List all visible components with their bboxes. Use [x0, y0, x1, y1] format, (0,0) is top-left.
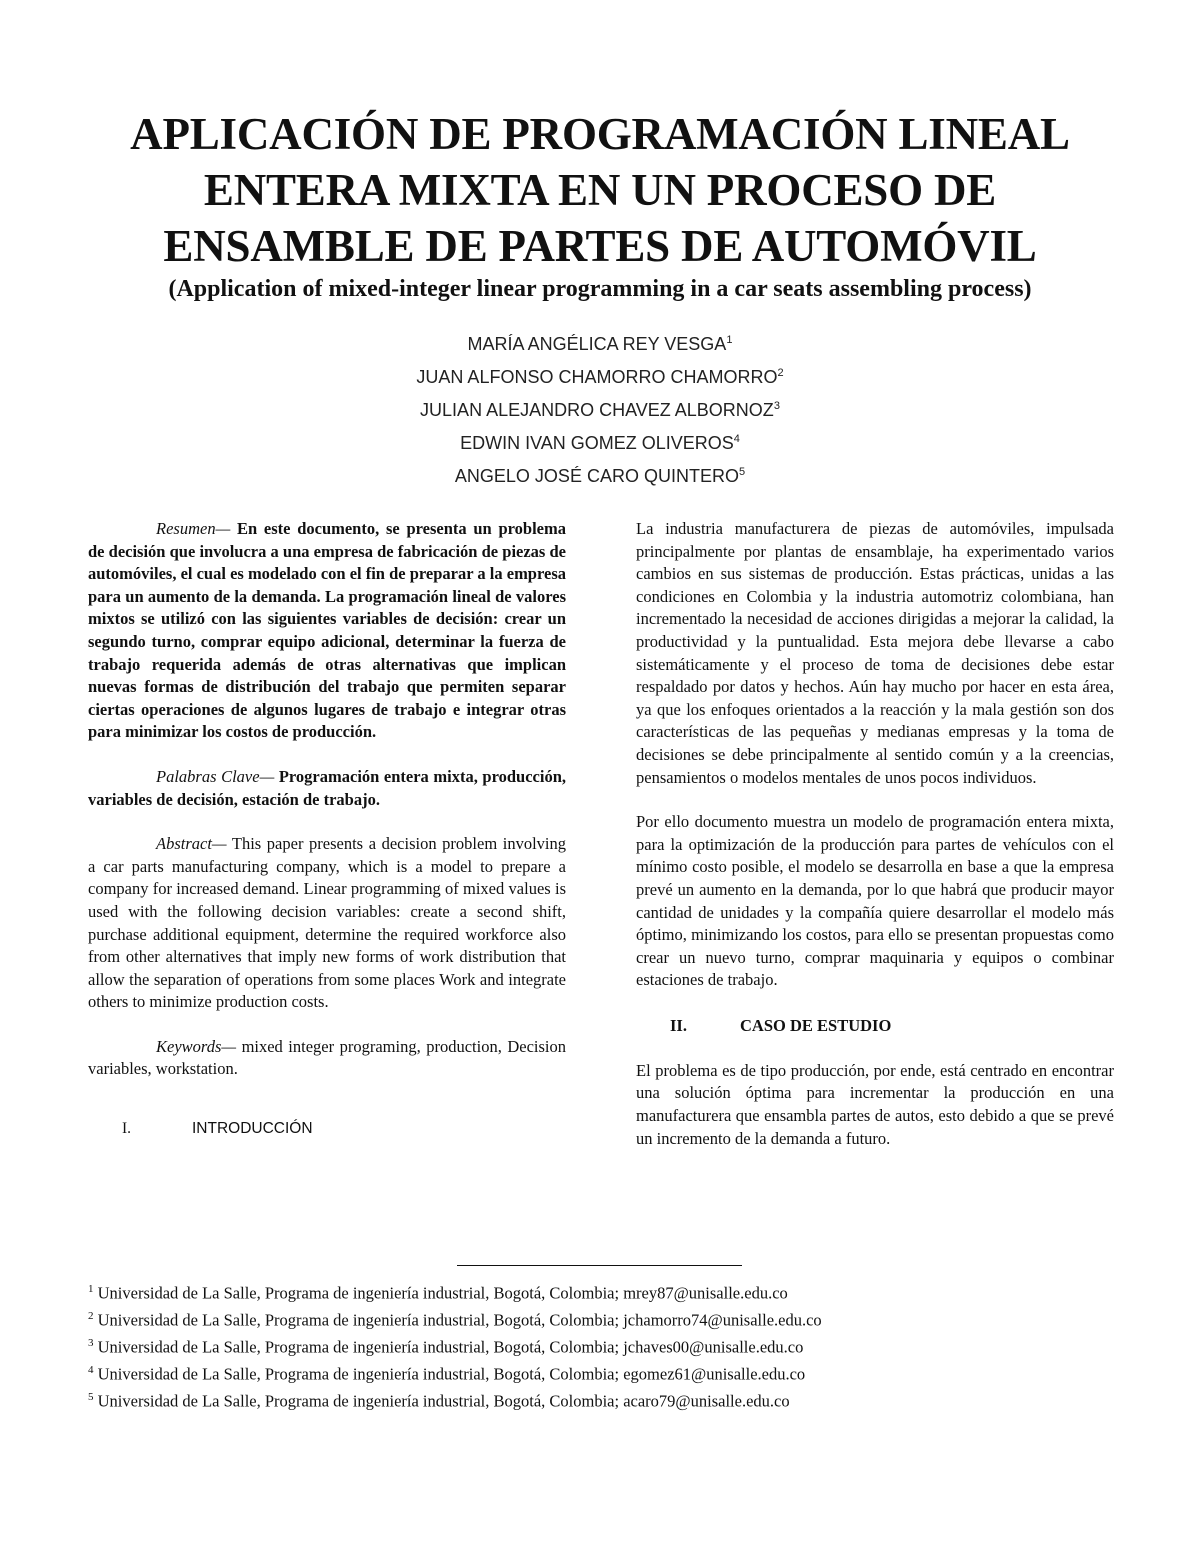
- palabras-clave-label: Palabras Clave—: [156, 766, 275, 786]
- author-1: [0, 326, 1200, 359]
- footnote-4: [88, 1359, 822, 1386]
- author-1-mark: 1: [726, 334, 733, 346]
- palabras-clave-paragraph: [88, 766, 566, 811]
- palabras-clave-text: Programación entera mixta, producción, variables de decisión, estación de trabajo.: [88, 766, 566, 809]
- paper-subtitle: (Application of mixed-integer linear programming in a car seats assembling process): [168, 276, 1032, 302]
- author-5-name: ANGELO JOSÉ CARO QUINTERO: [454, 466, 739, 486]
- footnote-5-mark: 5: [88, 1391, 94, 1403]
- footnote-list: [88, 1278, 822, 1413]
- footnote-5-text: Universidad de La Salle, Programa de ingeniería industrial, Bogotá, Colombia; acaro79@unisalle.edu.co: [93, 1391, 790, 1411]
- caso-paragraph-1: El problema es de tipo producción, por ende, está centrado en encontrar una solución óptima para incrementar la producción en una manufacturera que ensambla partes de autos, esto debido a que se prevé un incremento de la demanda a futuro.: [636, 1060, 1114, 1148]
- paper-title-line-2: ENTERA MIXTA EN UN PROCESO DE: [203, 165, 997, 215]
- left-column: [88, 518, 566, 1141]
- footnote-3-text: Universidad de La Salle, Programa de ingeniería industrial, Bogotá, Colombia; jchaves00@unisalle.edu.co: [93, 1337, 804, 1357]
- author-5: [0, 458, 1200, 491]
- abstract-label: Abstract—: [156, 834, 227, 854]
- footnote-2-mark: 2: [88, 1310, 94, 1322]
- footnote-5: [88, 1386, 822, 1413]
- footnote-1: [88, 1278, 822, 1305]
- section-2-title: CASO DE ESTUDIO: [740, 1015, 892, 1035]
- section-1-number: I.: [122, 1120, 132, 1138]
- footnote-1-mark: 1: [88, 1283, 94, 1295]
- section-2-number: II.: [670, 1015, 687, 1035]
- resumen-paragraph: [88, 518, 566, 744]
- footnote-1-text: Universidad de La Salle, Programa de ingeniería industrial, Bogotá, Colombia; mrey87@unisalle.edu.co: [93, 1283, 788, 1303]
- footnote-4-text: Universidad de La Salle, Programa de ingeniería industrial, Bogotá, Colombia; egomez61@unisalle.edu.co: [93, 1364, 806, 1384]
- author-2-name: JUAN ALFONSO CHAMORRO CHAMORRO: [416, 367, 778, 387]
- footnote-3: [88, 1332, 822, 1359]
- footnote-2-text: Universidad de La Salle, Programa de ingeniería industrial, Bogotá, Colombia; jchamorro74@unisalle.edu.co: [93, 1310, 822, 1330]
- author-3-name: JULIAN ALEJANDRO CHAVEZ ALBORNOZ: [420, 400, 774, 420]
- abstract-paragraph: [88, 833, 566, 1014]
- footnote-divider: [457, 1265, 742, 1266]
- resumen-label: Resumen—: [156, 519, 231, 538]
- footnote-2: [88, 1305, 822, 1332]
- author-2: [0, 359, 1200, 392]
- author-1-name: MARÍA ANGÉLICA REY VESGA: [467, 334, 727, 354]
- intro-paragraph-2: Por ello documento muestra un modelo de programación entera mixta, para la optimización de la producción para partes de vehículos con el mínimo costo posible, el modelo se desarrolla en base a que la empresa prevé un aumento en la demanda, por lo que habrá que producir mayor cantidad de unidades y la compañía quiere desarrollar el modelo más óptimo, minimizando los costos, para ello se presentan propuestas como crear un nuevo turno, comprar maquinaria y equipos o combinar estaciones de trabajo.: [636, 812, 1114, 990]
- footnote-4-mark: 4: [88, 1364, 94, 1376]
- section-heading-caso-de-estudio: [636, 1014, 1114, 1038]
- author-4-name: EDWIN IVAN GOMEZ OLIVEROS: [460, 433, 734, 453]
- author-list: [0, 326, 1200, 491]
- author-5-mark: 5: [738, 466, 746, 478]
- resumen-text: En este documento, se presenta un problema de decisión que involucra a una empresa de fabricación de piezas de automóviles, el cual es modelado con el fin de preparar a la empresa para un aumento de la demanda. La programación lineal de valores mixtos se utilizó con las siguientes variables de decisión: crear un segundo turno, comprar equipo adicional, determinar la fuerza de trabajo requerida además de otras alternativas que implican nuevas formas de distribución del trabajo que permiten separar ciertas operaciones de algunos lugares de trabajo e integrar otras para minimizar los costos de producción.: [88, 519, 567, 742]
- keywords-text: mixed integer programing, production, Decision variables, workstation.: [88, 1036, 566, 1079]
- section-heading-introduccion: [88, 1117, 566, 1141]
- paper-title-line-3: ENSAMBLE DE PARTES DE AUTOMÓVIL: [163, 221, 1037, 271]
- footnote-3-mark: 3: [88, 1337, 94, 1349]
- keywords-label: Keywords—: [156, 1036, 237, 1056]
- author-3: [0, 392, 1200, 425]
- intro-paragraph-1: La industria manufacturera de piezas de automóviles, impulsada principalmente por plantas de ensamblaje, ha experimentado varios cambios en sus sistemas de producción. Estas prácticas, unidas a las condiciones en Colombia y la industria automotriz colombiana, han incrementado la necesidad de acciones dirigidas a mejorar la calidad, la productividad y la puntualidad. Esta mejora debe llevarse a cabo sistemáticamente y el proceso de toma de decisiones debe estar respaldado por datos y hechos. Aún hay mucho por hacer en esta área, ya que los enfoques orientados a la reacción y la mala gestión son dos características de las pequeñas y medianas empresas y la toma de decisiones se debe principalmente al sentido común y a la creencias, pensamientos o modelos mentales de unos pocos individuos.: [636, 519, 1114, 787]
- author-2-mark: 2: [777, 367, 784, 379]
- paper-title-block: [60, 106, 1140, 304]
- right-column: [636, 518, 1114, 1150]
- section-1-title: INTRODUCCIÓN: [192, 1120, 313, 1138]
- author-4: [0, 425, 1200, 458]
- author-3-mark: 3: [773, 400, 780, 412]
- author-4-mark: 4: [733, 433, 740, 445]
- paper-title-line-1: APLICACIÓN DE PROGRAMACIÓN LINEAL: [130, 109, 1070, 159]
- keywords-paragraph: [88, 1036, 566, 1081]
- abstract-text: This paper presents a decision problem involving a car parts manufacturing company, which is a model to prepare a company for increased demand. Linear programming of mixed values is used with the following decision variables: create a second shift, purchase additional equipment, determine the required workforce also from other alternatives that imply new forms of work distribution that allow the separation of operations from some places Work and integrate others to minimize production costs.: [88, 834, 566, 1012]
